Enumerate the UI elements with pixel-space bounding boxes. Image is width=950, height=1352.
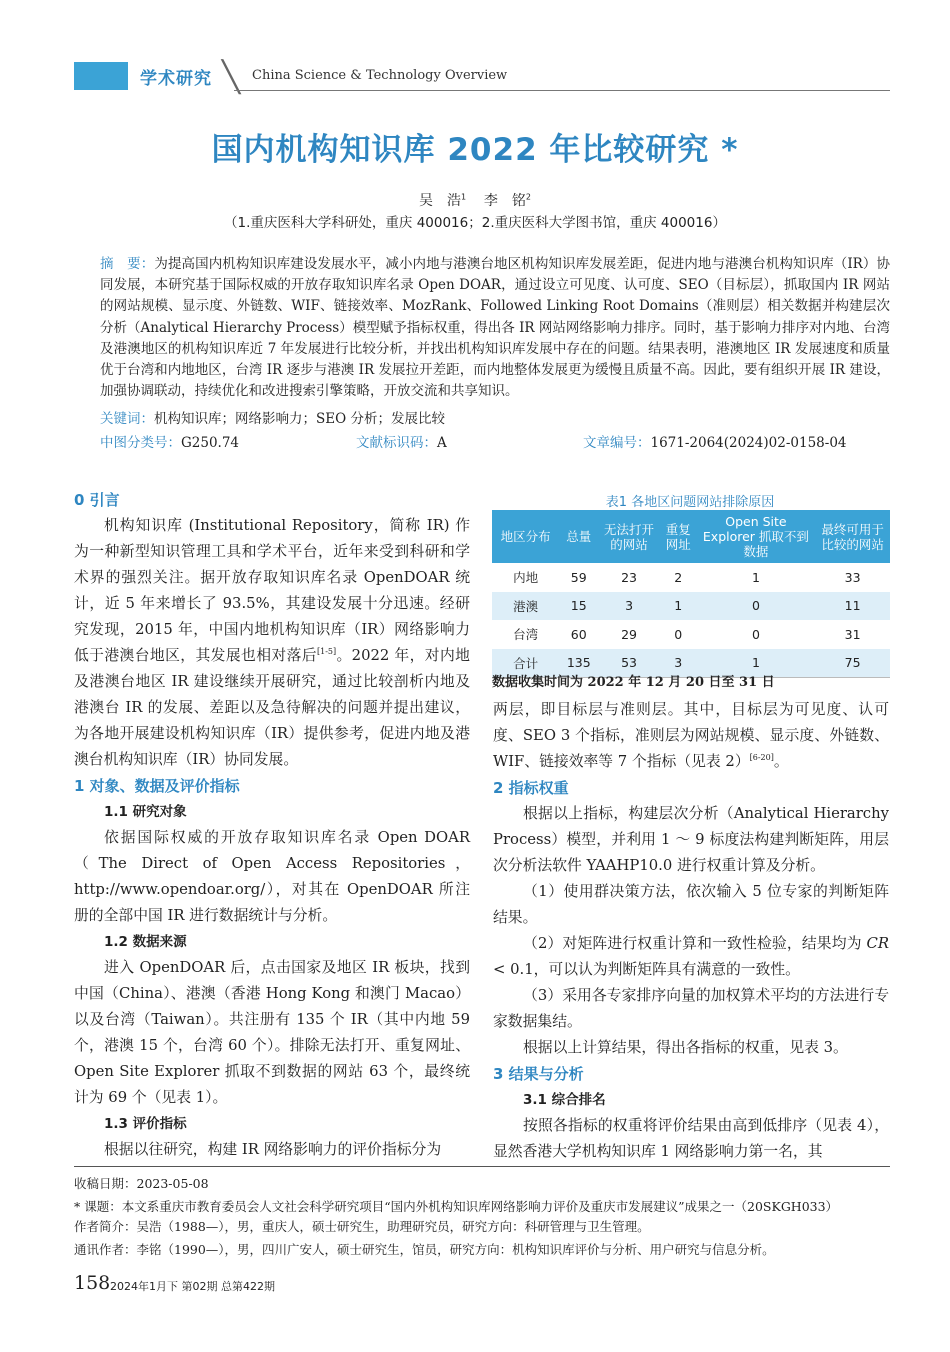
table-header-row — [492, 510, 890, 563]
paragraph: 根据以上计算结果，得出各指标的权重，见表 3。 — [523, 1039, 848, 1056]
paragraph: （2）对矩阵进行权重计算和一致性检验，结果均为 CR < 0.1，可以认为判断矩阵具有满意的一致性。 — [493, 935, 889, 978]
paragraph: 根据以往研究，构建 IR 网络影响力的评价指标分为 — [104, 1141, 442, 1158]
author-2-mark: 2 — [525, 192, 531, 202]
paragraph: 按照各指标的权重将评价结果由高到低排序（见表 4），显然香港大学机构知识库 1 网络影响力第一名，其 — [493, 1117, 889, 1160]
subsection-heading: 1.3 评价指标 — [104, 1116, 187, 1132]
paragraph: 机构知识库 (Institutional Repository，简称 IR) 作为一种新型知识管理工具和学术平台，近年来受到科研和学术界的强烈关注。据开放存取知识库名录 OpenDOAR 统计，近 5 年来增长了 93.5%，其建设发展十分迅速。经研究发现，2015 年，中国内地机构知识库（IR）网络影响力低于港澳台地区，其发展也相对落后[1-5]。2022 年，对内地及港澳台地区 IR 建设继续开展研究，通过比较剖析内地及港澳台 IR 的发展、差距以及急待解决的问题并提出建议，为各地开展建设机构知识库（IR）提供参考，促进内地及港澳台机构知识库（IR）协同发展。 — [74, 517, 470, 768]
cr-symbol: CR — [866, 935, 889, 952]
table-row: 合计 135 53 3 1 75 — [492, 649, 890, 678]
paragraph: （3）采用各专家排序向量的加权算术平均的方法进行专家数据集结。 — [493, 987, 889, 1030]
author-bio: 作者简介：吴浩（1988—），男，重庆人，硕士研究生，助理研究员，研究方向：科研管理与卫生管理。 — [74, 1219, 650, 1234]
table-header-cell: Open Site Explorer 抓取不到数据 — [697, 510, 816, 563]
table-header-cell: 总量 — [559, 510, 598, 563]
paragraph: 根据以上指标，构建层次分析（Analytical Hierarchy Process）模型，并利用 1 ～ 9 标度法构建判断矩阵，用层次分析法软件 YAAHP10.0 进行权重计算及分析。 — [493, 805, 889, 874]
author-2: 李 铭 — [483, 193, 526, 209]
citation: [1-5] — [316, 647, 337, 657]
right-column — [493, 697, 889, 1165]
article-no-label: 文章编号： — [583, 435, 651, 451]
doc-code-label: 文献标识码： — [356, 435, 437, 451]
left-column — [74, 487, 470, 1163]
article-title: 国内机构知识库 2022 年比较研究 * — [211, 132, 739, 168]
affiliation: （1.重庆医科大学科研处，重庆 400016；2.重庆医科大学图书馆，重庆 400016） — [224, 215, 726, 231]
clc-value: G250.74 — [181, 435, 240, 451]
section-heading: 2 指标权重 — [493, 779, 569, 797]
data-table — [492, 510, 890, 678]
header-color-block — [74, 62, 128, 90]
paragraph: （1）使用群决策方法，依次输入 5 位专家的判断矩阵结果。 — [493, 883, 889, 926]
table-header-cell: 无法打开的网站 — [598, 510, 660, 563]
keywords — [100, 409, 890, 430]
author-1-mark: 1 — [461, 192, 467, 202]
header-rule — [234, 90, 890, 91]
subsection-heading: 1.2 数据来源 — [104, 934, 187, 950]
paragraph: 依据国际权威的开放存取知识库名录 Open DOAR（The Direct of Open Access Repositories，http://www.opendoar.org/），对其在 OpenDOAR 所注册的全部中国 IR 进行数据统计与分析。 — [74, 829, 470, 924]
footnote-rule — [74, 1166, 890, 1167]
paragraph: 两层，即目标层与准则层。其中，目标层为可见度、认可度、SEO 3 个指标，准则层为网站规模、显示度、外链数、WIF、链接效率等 7 个指标（见表 2）[6-20]。 — [493, 701, 889, 770]
classification-row — [100, 431, 890, 451]
section-label: 学术研究 — [140, 69, 212, 89]
table-row: 内地 59 23 2 1 33 — [513, 569, 861, 586]
journal-name: China Science & Technology Overview — [252, 68, 508, 83]
author-1: 吴 浩 — [419, 193, 461, 209]
table-header-cell: 最终可用于比较的网站 — [815, 510, 890, 563]
subsection-heading: 3.1 综合排名 — [523, 1092, 606, 1108]
citation: [6-20] — [749, 753, 774, 763]
section-heading: 3 结果与分析 — [493, 1065, 584, 1083]
paragraph: 进入 OpenDOAR 后，点击国家及地区 IR 板块，找到中国（China）、港澳（香港 Hong Kong 和澳门 Macao）以及台湾（Taiwan）。共注册有 135 个 IR（其中内地 59 个，港澳 15 个，台湾 60 个）。排除无法打开、重复网址、Open Site Explorer 抓取不到数据的网站 63 个，最终统计为 69 个（见表 1）。 — [74, 959, 470, 1106]
issue-info: 2024年1月下 第02期 总第422期 — [110, 1280, 275, 1293]
clc-label: 中图分类号： — [100, 435, 181, 451]
article-no-value: 1671-2064(2024)02-0158-04 — [650, 435, 847, 451]
abstract — [100, 254, 890, 402]
author-line — [0, 190, 950, 210]
section-heading: 0 引言 — [74, 491, 120, 509]
received-date: 收稿日期：2023-05-08 — [74, 1176, 209, 1191]
corresponding-author: 通讯作者：李铭（1990—），男，四川广安人，硕士研究生，馆员，研究方向：机构知识库评价与分析、用户研究与信息分析。 — [74, 1242, 775, 1257]
section-heading: 1 对象、数据及评价指标 — [74, 777, 240, 795]
table-header-cell: 重复网址 — [660, 510, 697, 563]
table-header-cell: 地区分布 — [492, 510, 559, 563]
keywords-label: 关键词： — [100, 411, 154, 427]
header-divider: ╲ — [222, 60, 241, 95]
keywords-text: 机构知识库；网络影响力；SEO 分析；发展比较 — [154, 411, 445, 427]
page-number: 158 — [74, 1272, 111, 1294]
abstract-text: 为提高国内机构知识库建设发展水平，减小内地与港澳台地区机构知识库发展差距，促进内地与港澳台机构知识库（IR）协同发展，本研究基于国际权威的开放存取知识库名录 Open DOAR，通过设立可见度、认可度、SEO（目标层），抓取国内 IR 网站的网站规模、显示度、外链数、WIF、链接效率、MozRank、Followed Linking Root Domains（准则层）相关数据并构建层次分析（Analytical Hierarchy Process）模型赋予指标权重，得出各 IR 网站网络影响力排序。同时，基于影响力排序对内地、台湾及港澳地区的机构知识库近 7 年发展进行比较分析，并找出机构知识库发展中存在的问题。结果表明，港澳地区 IR 发展速度和质量优于台湾和内地地区，台湾 IR 逐步与港澳 IR 发展拉开差距，而内地整体发展更为缓慢且质量不高。因此，要有组织开展 IR 建设，加强协调联动，持续优化和改进搜索引擎策略，开放交流和共享知识。 — [100, 256, 891, 400]
fund-note: * 课题：本文系重庆市教育委员会人文社会科学研究项目“国内外机构知识库网络影响力评价及重庆市发展建议”成果之一（20SKGH033） — [74, 1199, 839, 1214]
subsection-heading: 1.1 研究对象 — [104, 804, 187, 820]
table-note: 数据收集时间为 2022 年 12 月 20 日至 31 日 — [492, 675, 775, 690]
table-row: 港澳 15 3 1 0 11 — [492, 592, 890, 621]
abstract-label: 摘 要： — [100, 256, 155, 272]
doc-code-value: A — [437, 435, 447, 451]
table-caption: 表1 各地区问题网站排除原因 — [605, 495, 775, 510]
table-row: 台湾 60 29 0 0 31 — [513, 626, 861, 643]
